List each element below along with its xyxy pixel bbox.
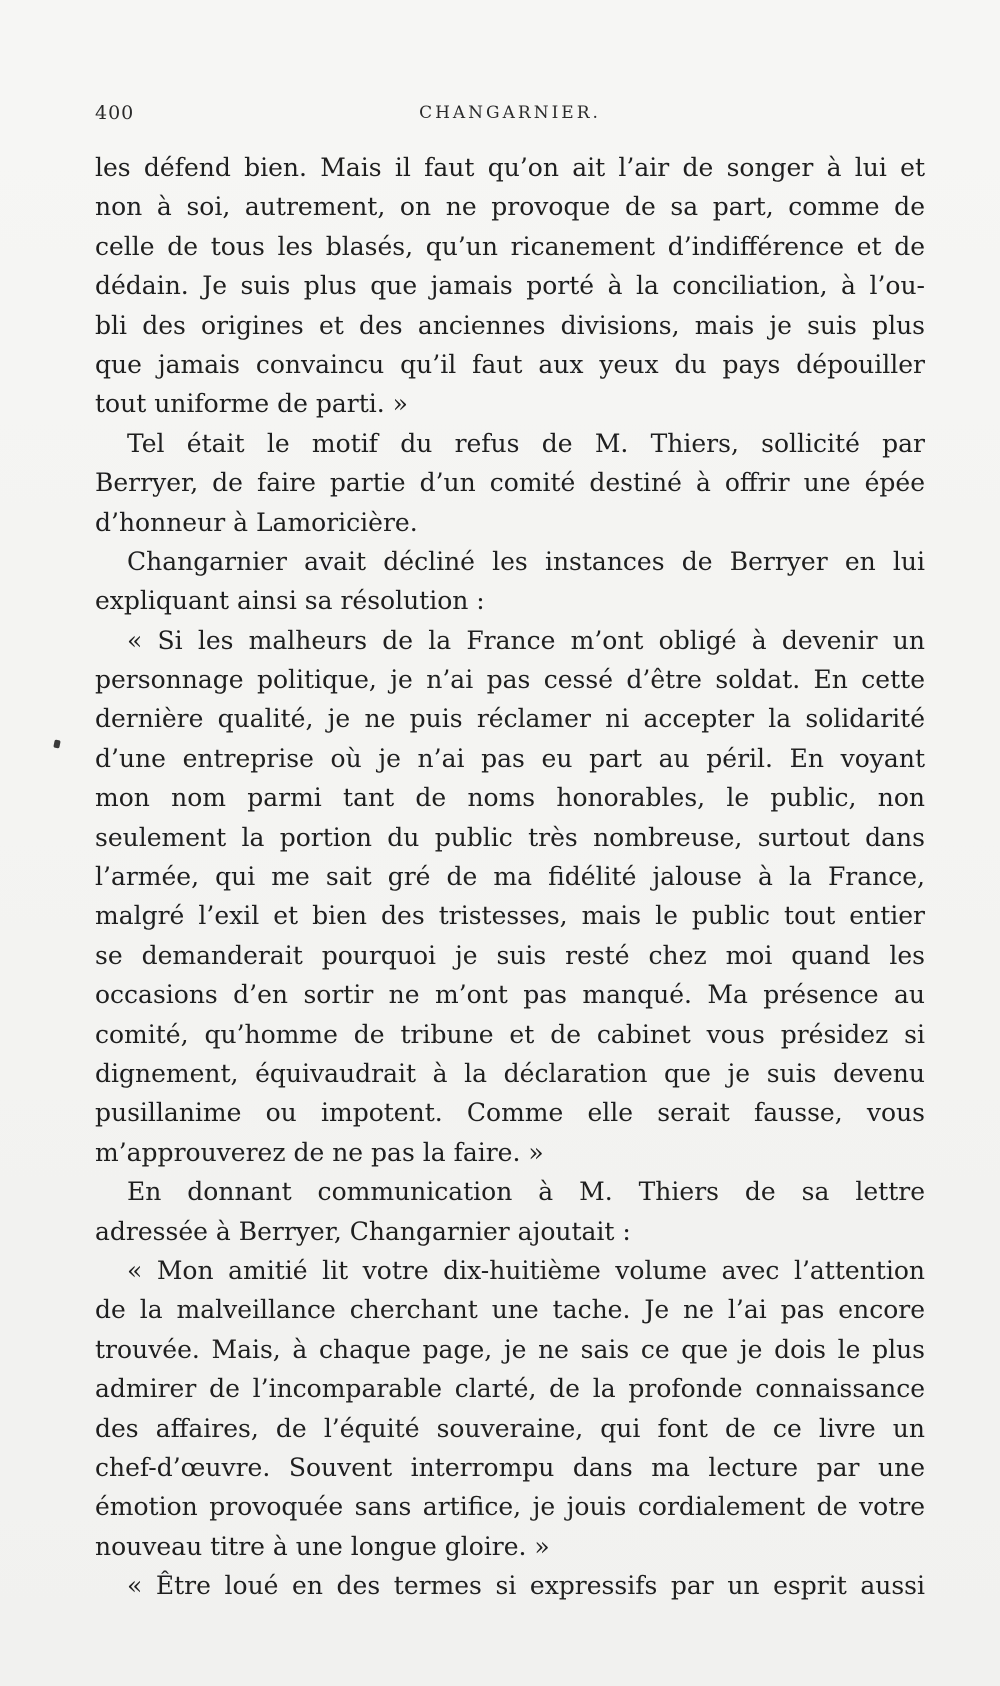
- text-line: se demanderait pourquoi je suis resté chez moi quand les: [95, 940, 925, 970]
- text-line: « Mon amitié lit votre dix-huitième volume avec l’attention: [127, 1255, 925, 1285]
- text-line: l’armée, qui me sait gré de ma fidélité jalouse à la France,: [95, 862, 925, 892]
- text-line: d’honneur à Lamoricière.: [95, 507, 418, 537]
- text-line: mon nom parmi tant de noms honorables, le public, non: [95, 783, 925, 813]
- text-line: les défend bien. Mais il faut qu’on ait l’air de songer à lui et: [95, 153, 925, 182]
- text-line: que jamais convaincu qu’il faut aux yeux du pays dépouiller: [95, 349, 925, 379]
- body-text: [95, 148, 925, 1605]
- text-line: Berryer, de faire partie d’un comité destiné à offrir une épée: [95, 468, 925, 498]
- text-line: celle de tous les blasés, qu’un ricanement d’indifférence et de: [95, 231, 925, 261]
- text-line: seulement la portion du public très nombreuse, surtout dans: [95, 822, 925, 852]
- text-line: adressée à Berryer, Changarnier ajoutait :: [95, 1216, 631, 1246]
- text-line: m’approuverez de ne pas la faire. »: [95, 1137, 544, 1167]
- text-line: dédain. Je suis plus que jamais porté à la conciliation, à l’ou-: [95, 271, 925, 301]
- text-line: Tel était le motif du refus de M. Thiers, sollicité par: [127, 428, 925, 458]
- text-line: comité, qu’homme de tribune et de cabinet vous présidez si: [95, 1019, 925, 1049]
- text-line: personnage politique, je n’ai pas cessé d’être soldat. En cette: [95, 665, 925, 695]
- text-line: d’une entreprise où je n’ai pas eu part au péril. En voyant: [95, 743, 925, 773]
- text-line: pusillanime ou impotent. Comme elle serait fausse, vous: [95, 1098, 925, 1128]
- page-number: 400: [95, 102, 135, 124]
- text-line: tout uniforme de parti. »: [95, 389, 408, 419]
- text-line: Changarnier avait décliné les instances de Berryer en lui: [127, 546, 925, 576]
- text-line: bli des origines et des anciennes divisions, mais je suis plus: [95, 310, 925, 340]
- text-line: expliquant ainsi sa résolution :: [95, 586, 485, 616]
- text-line: admirer de l’incomparable clarté, de la profonde connaissance: [95, 1374, 925, 1404]
- text-line: non à soi, autrement, on ne provoque de sa part, comme de: [95, 192, 925, 222]
- running-head: CHANGARNIER.: [419, 103, 601, 123]
- text-line: des affaires, de l’équité souveraine, qui font de ce livre un: [95, 1413, 925, 1443]
- text-line: dernière qualité, je ne puis réclamer ni accepter la solidarité: [95, 704, 925, 734]
- text-line: occasions d’en sortir ne m’ont pas manqué. Ma présence au: [95, 980, 925, 1010]
- text-line: En donnant communication à M. Thiers de sa lettre: [127, 1177, 925, 1207]
- page-header: [95, 98, 925, 128]
- text-line: « Être loué en des termes si expressifs par un esprit aussi: [127, 1571, 925, 1601]
- margin-ink-mark: [53, 739, 61, 748]
- text-line: émotion provoquée sans artifice, je jouis cordialement de votre: [95, 1492, 925, 1522]
- text-line: dignement, équivaudrait à la déclaration que je suis devenu: [95, 1058, 925, 1088]
- text-line: trouvée. Mais, à chaque page, je ne sais ce que je dois le plus: [95, 1334, 925, 1364]
- text-line: chef-d’œuvre. Souvent interrompu dans ma lecture par une: [95, 1452, 925, 1482]
- text-line: nouveau titre à une longue gloire. »: [95, 1531, 550, 1561]
- text-line: de la malveillance cherchant une tache. Je ne l’ai pas encore: [95, 1295, 925, 1325]
- text-line: « Si les malheurs de la France m’ont obligé à devenir un: [127, 625, 925, 655]
- text-line: malgré l’exil et bien des tristesses, mais le public tout entier: [95, 901, 925, 931]
